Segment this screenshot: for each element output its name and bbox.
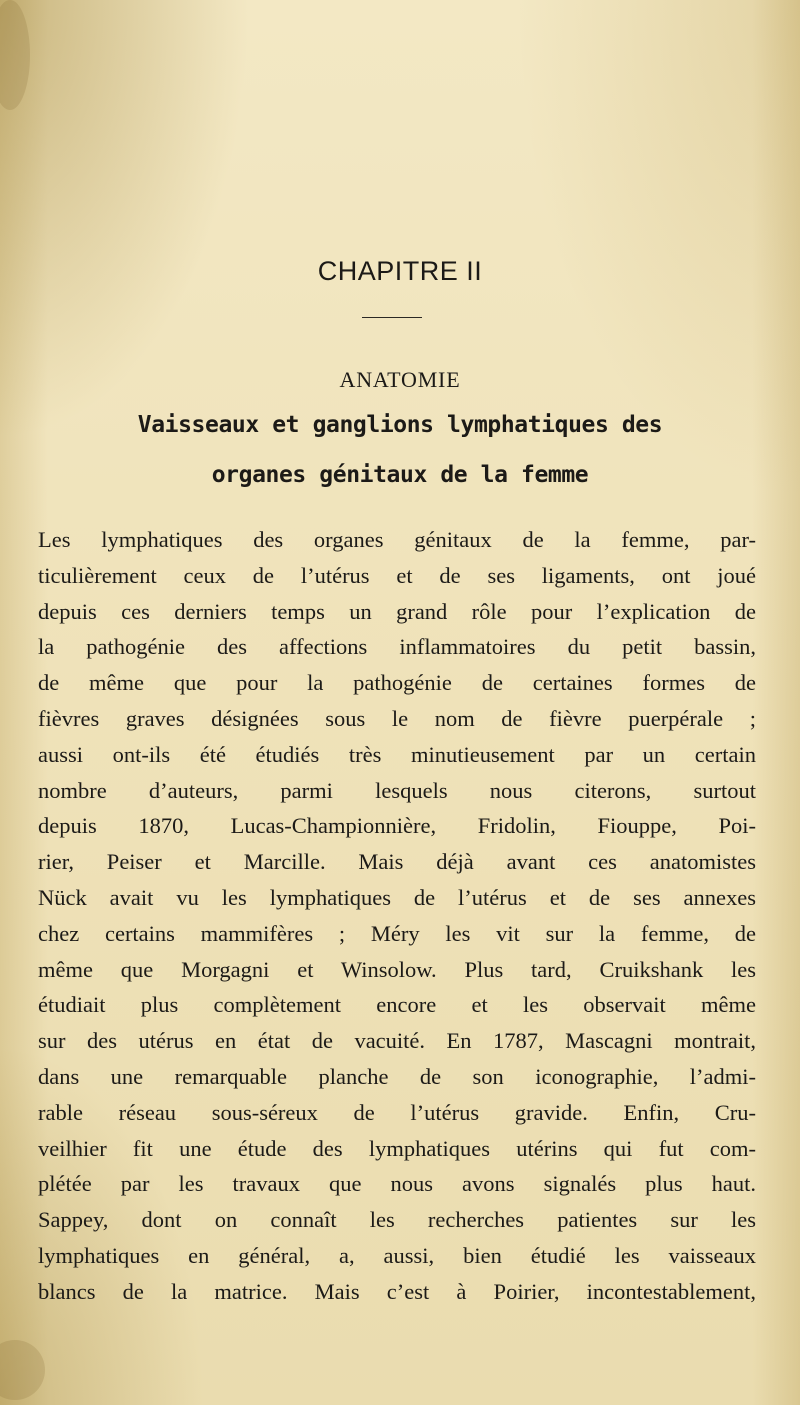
section-title: ANATOMIE xyxy=(339,367,461,392)
text-line: la pathogénie des affections inflammatoires du petit bassin, xyxy=(38,634,756,660)
text-line: chez certains mammifères ; Méry les vit sur la femme, de xyxy=(38,920,756,946)
text-line: étudiait plus complètement encore et les observait même xyxy=(38,992,756,1018)
text-line: plétée par les travaux que nous avons signalés plus haut. xyxy=(38,1171,756,1197)
text-line: Les lymphatiques des organes génitaux de la femme, par- xyxy=(38,527,756,552)
text-line: de même que pour la pathogénie de certaines formes de xyxy=(38,670,756,696)
text-line: veilhier fit une étude des lymphatiques utérins qui fut com- xyxy=(38,1135,756,1161)
paper-stain xyxy=(0,1340,45,1400)
text-line: sur des utérus en état de vacuité. En 1787, Mascagni montrait, xyxy=(38,1028,756,1054)
text-line: aussi ont-ils été étudiés très minutieusement par un certain xyxy=(38,741,756,767)
text-line: Nück avait vu les lymphatiques de l’utérus et de ses annexes xyxy=(38,884,756,910)
text-line: Sappey, dont on connaît les recherches patientes sur les xyxy=(38,1207,756,1233)
text-line: même que Morgagni et Winsolow. Plus tard, Cruikshank les xyxy=(38,956,756,982)
text-line: fièvres graves désignées sous le nom de fièvre puerpérale ; xyxy=(38,705,756,731)
heading-line-2: organes génitaux de la femme xyxy=(211,462,589,488)
text-line: ticulièrement ceux de l’utérus et de ses ligaments, ont joué xyxy=(38,562,756,588)
text-line: depuis 1870, Lucas-Championnière, Fridolin, Fiouppe, Poi- xyxy=(38,813,756,839)
title-divider xyxy=(362,317,422,318)
heading-line-1: Vaisseaux et ganglions lymphatiques des xyxy=(137,412,663,438)
text-line: rier, Peiser et Marcille. Mais déjà avant ces anatomistes xyxy=(38,849,756,875)
text-line: lymphatiques en général, a, aussi, bien étudié les vaisseaux xyxy=(38,1242,756,1268)
text-line: dans une remarquable planche de son iconographie, l’admi- xyxy=(38,1063,756,1089)
text-line: nombre d’auteurs, parmi lesquels nous citerons, surtout xyxy=(38,777,756,803)
paper-stain xyxy=(0,0,30,110)
text-line: rable réseau sous-séreux de l’utérus gravide. Enfin, Cru- xyxy=(38,1099,756,1125)
chapter-title: CHAPITRE II xyxy=(317,256,483,286)
text-line: blancs de la matrice. Mais c’est à Poirier, incontestablement, xyxy=(38,1278,756,1304)
body-text xyxy=(38,522,756,1310)
text-line: depuis ces derniers temps un grand rôle pour l’explication de xyxy=(38,598,756,624)
